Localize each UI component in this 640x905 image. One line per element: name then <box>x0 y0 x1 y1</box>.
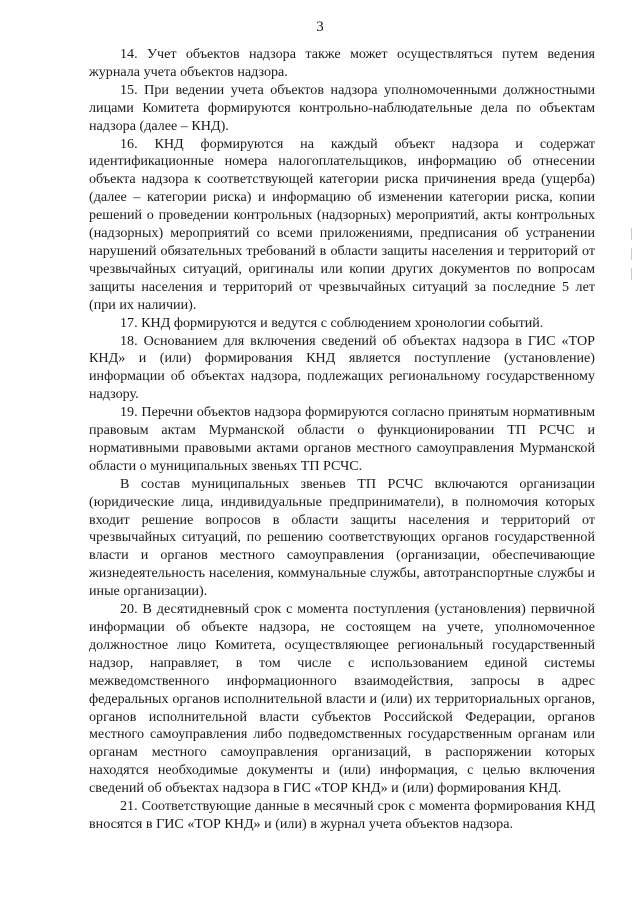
scan-edge-mark <box>631 248 636 260</box>
paragraph-17: 17. КНД формируются и ведутся с соблюдением хронологии событий. <box>120 314 544 331</box>
paragraph-20: 20. В десятидневный срок с момента поступления (установления) первичной информации об объекте надзора, не состоящем на учете, уполномоченное должностное лицо Комитета, осуществляющее региональный государственный надзор, направляет, в том числе с использованием единой системы межведомственного информационного взаимодействия, запросы в адрес федеральных органов исполнительной власти и (или) их территориальных органов, органов исполнительной власти субъектов Российской Федерации, органов местного самоуправления либо подведомственных государственным органам или органам местного самоуправления организаций, в распоряжении которых находятся необходимые документы и (или) информация, с целью включения сведений об объектах надзора в ГИС «ТОР КНД» и (или) формирования КНД. <box>89 601 595 797</box>
paragraph-19: 19. Перечни объектов надзора формируются согласно принятым нормативным правовым актам Мурманской области о функционировании ТП РСЧС и нормативными правовыми актами органов местного самоуправления Мурманской области о муниципальных звеньях ТП РСЧС. <box>89 404 595 474</box>
paragraph-14: 14. Учет объектов надзора также может осуществляться путем ведения журнала учета объектов надзора. <box>89 46 595 80</box>
document-body <box>89 46 595 834</box>
paragraph-15: 15. При ведении учета объектов надзора уполномоченными должностными лицами Комитета формируются контрольно-наблюдательные дела по объектам надзора (далее – КНД). <box>89 81 595 134</box>
page-number: 3 <box>316 19 324 35</box>
paragraph-19-continuation: В состав муниципальных звеньев ТП РСЧС включаются организации (юридические лица, индивидуальные предприниматели), в полномочия которых входит решение вопросов в области защиты населения и территорий от чрезвычайных ситуаций, по решению соответствующих органов государственной власти и органов местного самоуправления (организации, обеспечивающие жизнедеятельность населения, коммунальные службы, автотранспортные службы и иные организации). <box>89 475 595 600</box>
paragraph-21: 21. Соответствующие данные в месячный срок с момента формирования КНД вносятся в ГИС «ТОР КНД» и (или) в журнал учета объектов надзора. <box>89 798 595 832</box>
paragraph-16: 16. КНД формируются на каждый объект надзора и содержат идентификационные номера налогоплательщиков, информацию об отнесении объекта надзора к соответствующей категории риска причинения вреда (ущерба) (далее – категории риска) и информацию об изменении категории риска, копии решений о проведении контрольных (надзорных) мероприятий, акты контрольных (надзорных) мероприятий со всеми приложениями, предписания об устранении нарушений обязательных требований в области защиты населения и территорий от чрезвычайных ситуаций, оригиналы или копии других документов по вопросам защиты населения и территорий от чрезвычайных ситуаций за последние 5 лет (при их наличии). <box>89 135 595 313</box>
scan-edge-mark <box>631 268 636 280</box>
paragraph-18: 18. Основанием для включения сведений об объектах надзора в ГИС «ТОР КНД» и (или) формирования КНД является поступление (установление) информации об объектах надзора, подлежащих региональному государственному надзору. <box>89 332 595 403</box>
scan-edge-mark <box>631 228 636 240</box>
